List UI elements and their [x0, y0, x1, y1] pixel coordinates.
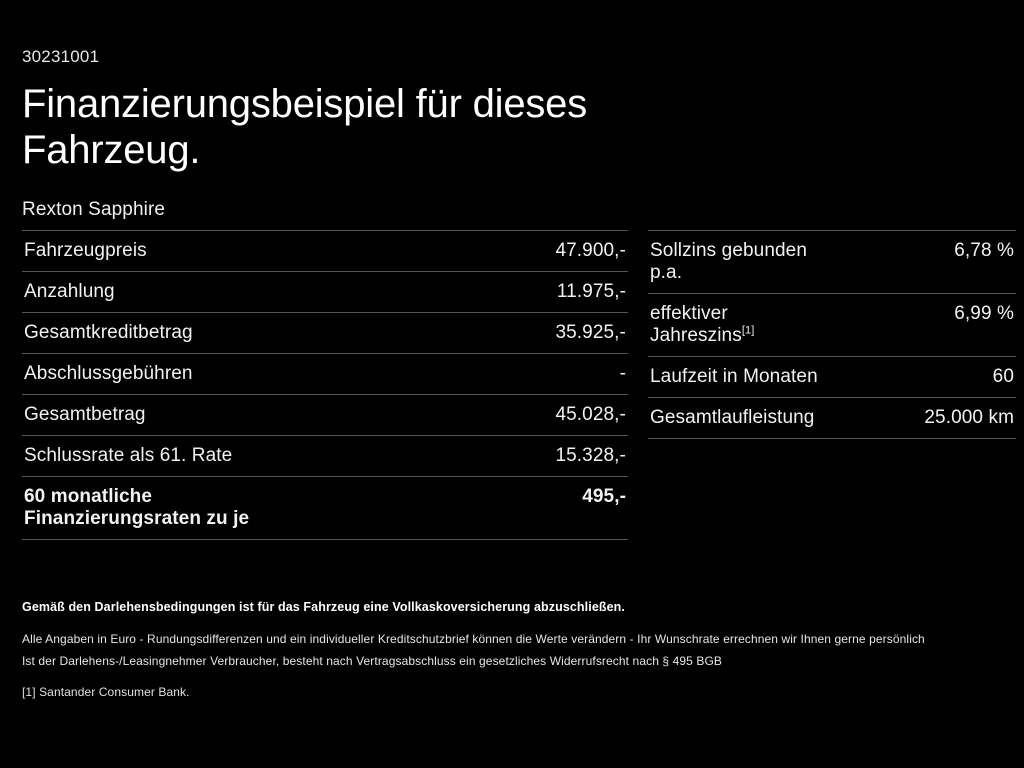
financing-table-left [22, 230, 628, 540]
row-value: 25.000 km [924, 407, 1014, 429]
row-label: 60 monatliche Finanzierungsraten zu je [24, 486, 250, 530]
tables-container [22, 230, 1014, 540]
row-label [648, 357, 832, 398]
document-id: 30231001 [22, 47, 100, 66]
table-row [648, 294, 1016, 357]
row-label: Anzahlung [24, 281, 115, 303]
footnote-insurance-notice: Gemäß den Darlehensbedingungen ist für das Fahrzeug eine Vollkaskoversicherung abzuschließen. [22, 600, 625, 614]
row-label [648, 398, 832, 439]
row-label-text: Sollzins gebunden p.a. [650, 240, 807, 284]
row-label [648, 294, 832, 357]
footnote-marker: [1] [741, 325, 755, 338]
financing-table-right-column [648, 230, 1016, 439]
row-label: Gesamtbetrag [24, 404, 146, 426]
footnotes-section [22, 600, 1002, 699]
footnote-line-1: Alle Angaben in Euro - Rundungsdifferenzen und ein individueller Kreditschutzbrief können die Werte verändern - Ihr Wunschrate errechnen wir Ihnen gerne persönlich [22, 632, 925, 646]
row-value: 6,99 % [954, 303, 1014, 325]
row-value: 45.028,- [555, 404, 626, 426]
row-label: Gesamtkreditbetrag [24, 322, 193, 344]
footnote-bank-reference: [1] Santander Consumer Bank. [22, 685, 190, 699]
page-title: Finanzierungsbeispiel für dieses Fahrzeug. [22, 82, 588, 173]
row-label-text: effektiver Jahreszins [650, 303, 742, 347]
footnote-line-2: Ist der Darlehens-/Leasingnehmer Verbraucher, besteht nach Vertragsabschluss ein gesetzliches Widerrufsrecht nach § 495 BGB [22, 654, 723, 668]
table-row [22, 354, 628, 395]
row-value: - [619, 363, 626, 385]
row-value: 60 [992, 366, 1014, 388]
row-label-text: Gesamtlaufleistung [650, 407, 815, 429]
table-row [648, 398, 1016, 439]
row-value: 495,- [582, 486, 626, 508]
financing-table-right [648, 230, 1016, 439]
row-label: Schlussrate als 61. Rate [24, 445, 233, 467]
financing-table-left-column [22, 230, 628, 540]
row-value: 47.900,- [555, 240, 626, 262]
table-row [22, 395, 628, 436]
table-row [648, 231, 1016, 294]
table-row-monthly-rate [22, 477, 628, 540]
table-row [22, 313, 628, 354]
row-value: 15.328,- [555, 445, 626, 467]
row-value: 6,78 % [954, 240, 1014, 262]
table-row [22, 231, 628, 272]
table-row [648, 357, 1016, 398]
table-row [22, 436, 628, 477]
vehicle-model-name: Rexton Sapphire [22, 199, 166, 221]
row-label-text: Laufzeit in Monaten [650, 366, 818, 388]
row-label: Fahrzeugpreis [24, 240, 147, 262]
row-value: 11.975,- [556, 281, 626, 303]
row-label [648, 231, 832, 294]
row-label: Abschlussgebühren [24, 363, 193, 385]
row-value: 35.925,- [555, 322, 626, 344]
table-row [22, 272, 628, 313]
